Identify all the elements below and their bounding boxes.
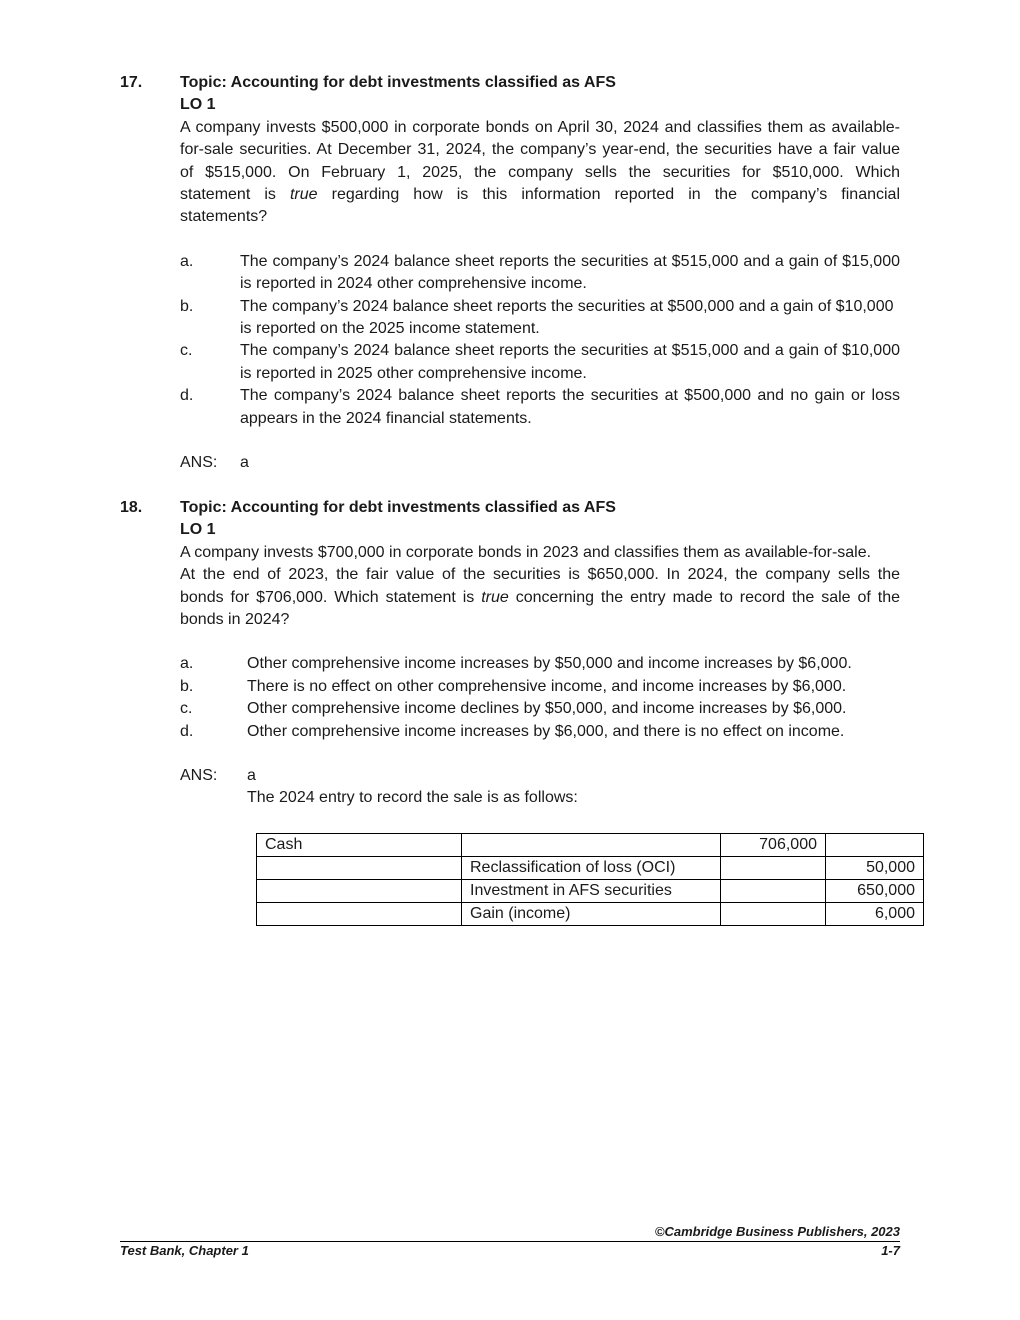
stem-emphasis: true <box>289 186 318 204</box>
table-cell-debit <box>721 880 826 903</box>
choice-letter: b. <box>180 297 194 315</box>
table-cell-credit: 650,000 <box>826 880 924 903</box>
table-cell: Cash <box>257 834 462 857</box>
choice-text: The company’s 2024 balance sheet reports the securities at $515,000 and a gain of $10,000 is reported in 2025 other comprehensive income. <box>240 342 900 382</box>
answer-label: ANS: <box>180 454 218 472</box>
stem-line: A company invests $700,000 in corporate bonds in 2023 and classifies them as available-for-sale. <box>180 543 872 561</box>
question-stem <box>180 542 900 632</box>
page-number: 1-7 <box>881 1243 900 1258</box>
table-row <box>257 857 924 880</box>
choice-b <box>180 296 900 341</box>
choice-text: The company’s 2024 balance sheet reports the securities at $515,000 and a gain of $15,000 is reported in 2024 other comprehensive income. <box>240 252 900 293</box>
stem-text: concerning the entry made to record the sale of the <box>508 588 900 606</box>
question-body <box>180 497 900 810</box>
table-cell-debit: 706,000 <box>721 834 826 857</box>
stem-emphasis: true <box>481 588 509 606</box>
choice-a <box>180 653 900 675</box>
stem-line: A company invests $500,000 in corporate bonds on April 30, 2024 and classifies them as available- <box>180 118 900 136</box>
choice-text: Other comprehensive income increases by $50,000 and income increases by $6,000. <box>247 655 852 673</box>
question-body <box>180 72 900 475</box>
learning-objective: LO 1 <box>180 96 216 114</box>
stem-line: for-sale securities. At December 31, 2024, the company’s year-end, the securities have a fair value <box>180 141 900 159</box>
choice-letter: a. <box>180 655 194 673</box>
question-number: 18. <box>120 499 143 516</box>
choice-text: There is no effect on other comprehensive income, and income increases by $6,000. <box>247 677 847 695</box>
choice-letter: b. <box>180 677 194 695</box>
choice-a <box>180 251 900 296</box>
journal-entry-table <box>256 833 924 926</box>
stem-line <box>180 587 900 609</box>
table-cell <box>257 903 462 926</box>
stem-line: of $515,000. On February 1, 2025, the company sells the securities for $510,000. Which <box>180 163 900 181</box>
footer-chapter: Test Bank, Chapter 1 <box>120 1243 249 1258</box>
table-cell-credit <box>826 834 924 857</box>
stem-text: regarding how is this information reported in the company’s financial <box>317 186 901 204</box>
table-row <box>257 834 924 857</box>
table-cell-debit <box>721 903 826 926</box>
learning-objective: LO 1 <box>180 521 216 539</box>
choice-text: Other comprehensive income declines by $50,000, and income increases by $6,000. <box>247 700 847 718</box>
table-cell-credit: 6,000 <box>826 903 924 926</box>
table-row <box>257 880 924 903</box>
choice-text: The company’s 2024 balance sheet reports the securities at $500,000 and a gain of $10,000 is reported on the 2025 income statement. <box>240 297 894 338</box>
choice-text: Other comprehensive income increases by $6,000, and there is no effect on income. <box>247 722 845 740</box>
answer <box>180 452 900 474</box>
answer-value: a <box>240 454 249 472</box>
answer-explanation: The 2024 entry to record the sale is as follows: <box>247 789 578 807</box>
footer-copyright: ©Cambridge Business Publishers, 2023 <box>654 1224 900 1239</box>
question-number: 17. <box>120 74 143 91</box>
choice-d <box>180 721 900 743</box>
stem-line: statements? <box>180 208 268 226</box>
choice-text: The company’s 2024 balance sheet reports the securities at $500,000 and no gain or loss appears in the 2024 financial statements. <box>240 387 900 427</box>
question-stem <box>180 117 900 229</box>
table-cell: Gain (income) <box>462 903 721 926</box>
choice-letter: d. <box>180 722 194 740</box>
choice-letter: d. <box>180 387 194 405</box>
choice-c <box>180 340 900 385</box>
choice-d <box>180 385 900 430</box>
table-row <box>257 903 924 926</box>
stem-line: At the end of 2023, the fair value of the securities is $650,000. In 2024, the company sells the <box>180 566 900 584</box>
table-cell: Investment in AFS securities <box>462 880 721 903</box>
table-cell <box>257 880 462 903</box>
choice-letter: c. <box>180 700 193 718</box>
table-cell-credit: 50,000 <box>826 857 924 880</box>
table-cell-debit <box>721 857 826 880</box>
choice-letter: a. <box>180 252 194 270</box>
answer-choices <box>180 251 900 430</box>
stem-line: bonds in 2024? <box>180 611 290 629</box>
table-cell <box>462 834 721 857</box>
table-cell: Reclassification of loss (OCI) <box>462 857 721 880</box>
choice-letter: c. <box>180 342 193 360</box>
stem-line <box>180 184 900 206</box>
answer-choices <box>180 653 900 743</box>
stem-text: statement is <box>180 186 290 204</box>
answer-label: ANS: <box>180 767 218 785</box>
choice-b <box>180 676 900 698</box>
footer-divider <box>120 1241 900 1242</box>
choice-c <box>180 698 900 720</box>
question-topic: Topic: Accounting for debt investments classified as AFS <box>180 499 616 516</box>
answer <box>180 765 900 787</box>
table-cell <box>257 857 462 880</box>
question-topic: Topic: Accounting for debt investments classified as AFS <box>180 74 616 91</box>
answer-value: a <box>247 767 256 785</box>
footer-bar <box>120 1243 900 1258</box>
stem-text: bonds for $706,000. Which statement is <box>180 588 482 606</box>
